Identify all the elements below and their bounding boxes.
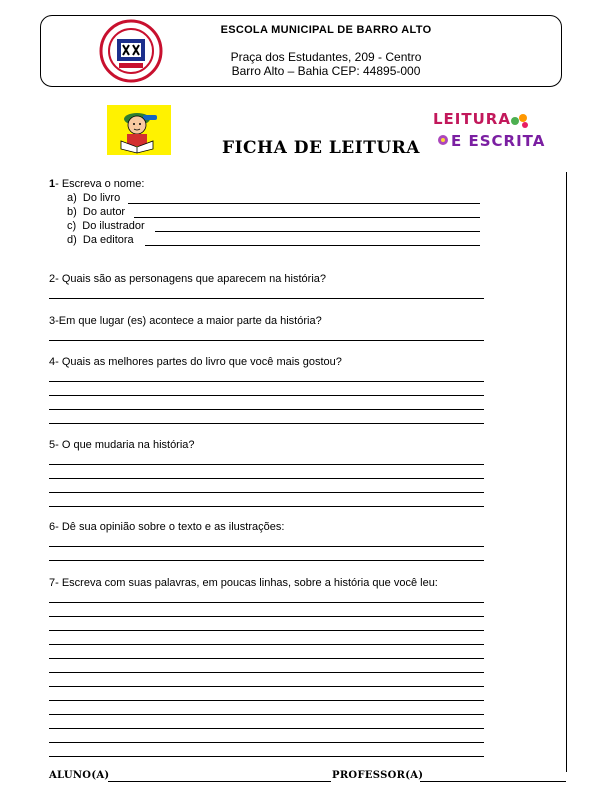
answer-line[interactable]	[49, 423, 484, 424]
flower-icon	[509, 112, 531, 130]
school-address-street: Praça dos Estudantes, 209 - Centro	[230, 50, 422, 64]
reading-writing-logo	[433, 110, 548, 156]
flower-icon	[435, 132, 451, 148]
question-1	[49, 178, 144, 191]
question-2: 2- Quais são as personagens que aparecem na história?	[49, 273, 327, 285]
answer-line[interactable]	[155, 231, 480, 232]
q1-item-book: a) Do livro	[67, 192, 121, 204]
answer-line[interactable]	[49, 546, 484, 547]
school-name: ESCOLA MUNICIPAL DE BARRO ALTO	[220, 24, 432, 36]
answer-line[interactable]	[49, 464, 484, 465]
answer-line[interactable]	[49, 409, 484, 410]
answer-line[interactable]	[49, 340, 484, 341]
logo-word-leitura: LEITURA	[433, 110, 511, 128]
answer-line[interactable]	[49, 658, 484, 659]
answer-line[interactable]	[49, 602, 484, 603]
logo-word-escrita: E ESCRITA	[451, 132, 546, 150]
question-4: 4- Quais as melhores partes do livro que você mais gostou?	[49, 356, 342, 368]
answer-line[interactable]	[49, 478, 484, 479]
q1-item-publisher: d) Da editora	[67, 234, 134, 246]
student-label: ALUNO(A)	[49, 770, 110, 781]
answer-line[interactable]	[49, 381, 484, 382]
answer-line[interactable]	[49, 686, 484, 687]
answer-line[interactable]	[49, 756, 484, 757]
answer-line[interactable]	[49, 728, 484, 729]
answer-line[interactable]	[49, 714, 484, 715]
question-6: 6- Dê sua opinião sobre o texto e as ilustrações:	[49, 521, 285, 533]
answer-line[interactable]	[49, 298, 484, 299]
q1-item-author: b) Do autor	[67, 206, 126, 218]
question-1-number: 1	[49, 178, 56, 190]
reading-child-icon	[107, 105, 171, 155]
answer-line[interactable]	[49, 700, 484, 701]
answer-line[interactable]	[145, 245, 480, 246]
question-5: 5- O que mudaria na história?	[49, 439, 195, 451]
question-7: 7- Escreva com suas palavras, em poucas linhas, sobre a história que você leu:	[49, 577, 438, 589]
school-address-city: Barro Alto – Bahia CEP: 44895-000	[231, 64, 421, 78]
teacher-label: PROFESSOR(A)	[332, 770, 424, 781]
student-name-line[interactable]	[108, 781, 331, 782]
answer-line[interactable]	[134, 217, 480, 218]
answer-line[interactable]	[49, 672, 484, 673]
sheet-title: FICHA DE LEITURA	[222, 138, 420, 158]
answer-line[interactable]	[128, 203, 480, 204]
answer-line[interactable]	[49, 560, 484, 561]
answer-line[interactable]	[49, 644, 484, 645]
page-right-border	[566, 172, 567, 772]
answer-line[interactable]	[49, 506, 484, 507]
school-seal-icon	[99, 19, 163, 83]
answer-line[interactable]	[49, 616, 484, 617]
teacher-name-line[interactable]	[420, 781, 566, 782]
question-1-prompt: - Escreva o nome:	[55, 178, 145, 190]
answer-line[interactable]	[49, 630, 484, 631]
school-header	[40, 15, 562, 87]
q1-item-illustrator: c) Do ilustrador	[67, 220, 145, 232]
question-3: 3-Em que lugar (es) acontece a maior parte da história?	[49, 315, 322, 327]
answer-line[interactable]	[49, 395, 484, 396]
answer-line[interactable]	[49, 492, 484, 493]
answer-line[interactable]	[49, 742, 484, 743]
